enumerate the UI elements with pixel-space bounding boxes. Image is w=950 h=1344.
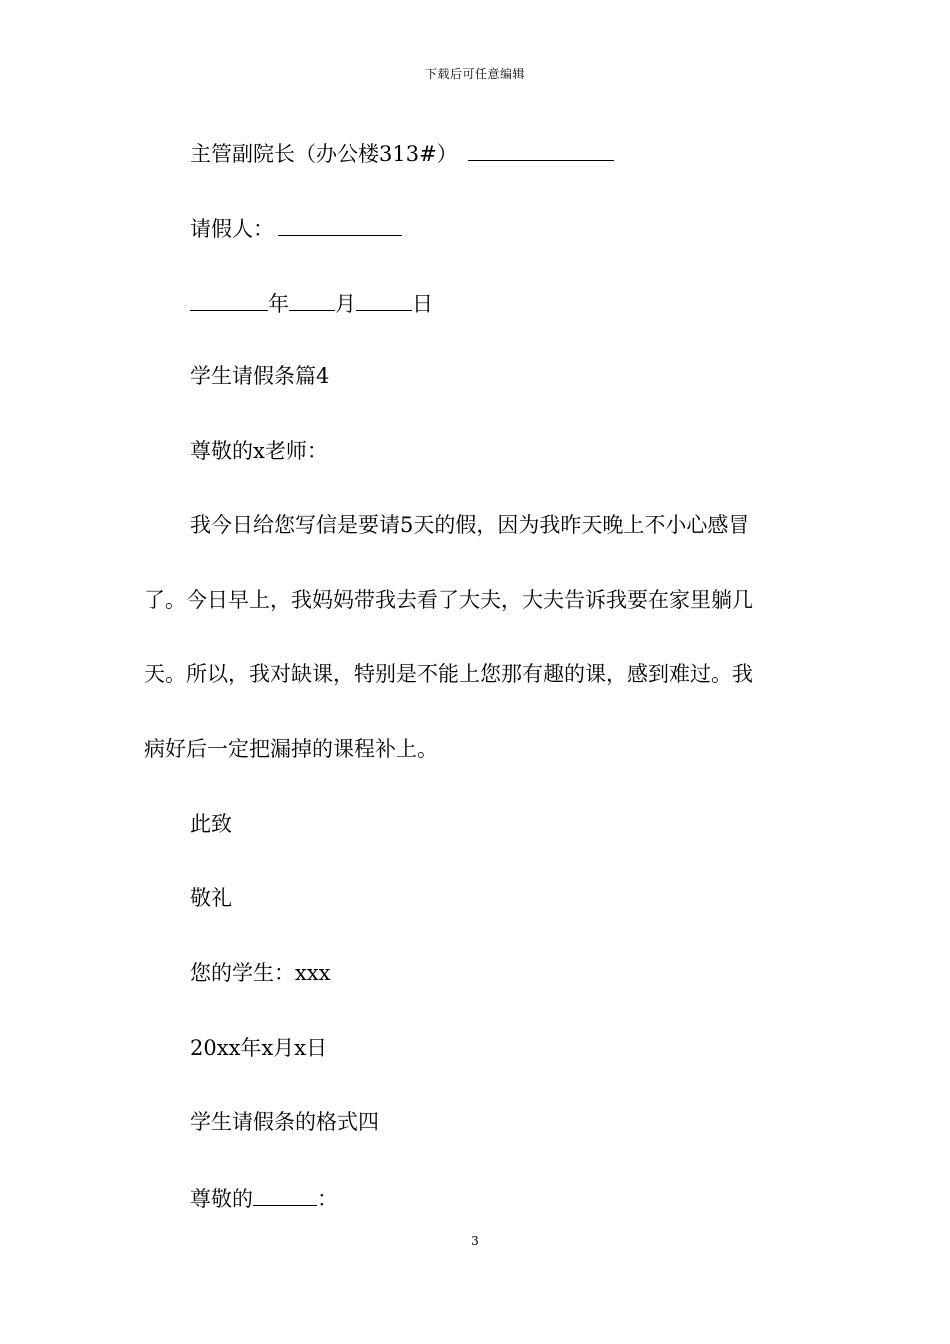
year-blank xyxy=(190,288,268,311)
blank-salutation-prefix: 尊敬的 xyxy=(190,1187,253,1211)
day-blank xyxy=(356,288,412,311)
month-label: 月 xyxy=(335,292,356,316)
month-blank xyxy=(289,288,335,311)
supervisor-label: 主管副院长（办公楼313#） xyxy=(190,142,458,166)
applicant-label: 请假人： xyxy=(190,217,274,241)
page-number: 3 xyxy=(471,1234,479,1248)
closing-cizhi: 此致 xyxy=(190,812,232,836)
supervisor-signature-blank xyxy=(468,138,614,161)
closing-jingli: 敬礼 xyxy=(190,886,232,910)
body-line-1: 我今日给您写信是要请5天的假，因为我昨天晚上不小心感冒 xyxy=(190,513,750,537)
signature: 您的学生：xxx xyxy=(190,961,331,985)
date-fill-line xyxy=(190,288,433,318)
year-label: 年 xyxy=(268,292,289,316)
format4-title: 学生请假条的格式四 xyxy=(190,1110,379,1134)
salutation: 尊敬的x老师： xyxy=(190,439,328,463)
body-line-3: 天。所以，我对缺课，特别是不能上您那有趣的课，感到难过。我 xyxy=(144,662,753,686)
day-label: 日 xyxy=(412,292,433,316)
blank-salutation-line xyxy=(190,1183,338,1213)
signature-date: 20xx年x月x日 xyxy=(190,1036,328,1060)
supervisor-line xyxy=(190,138,614,168)
body-line-4: 病好后一定把漏掉的课程补上。 xyxy=(144,737,438,761)
section4-title: 学生请假条篇4 xyxy=(190,364,330,388)
page-header: 下载后可任意编辑 xyxy=(424,67,525,81)
body-line-2: 了。今日早上，我妈妈带我去看了大夫，大夫告诉我要在家里躺几 xyxy=(144,588,753,612)
applicant-line xyxy=(190,213,402,243)
recipient-blank xyxy=(253,1183,317,1206)
applicant-blank xyxy=(278,213,402,236)
blank-salutation-suffix: ： xyxy=(317,1187,338,1211)
